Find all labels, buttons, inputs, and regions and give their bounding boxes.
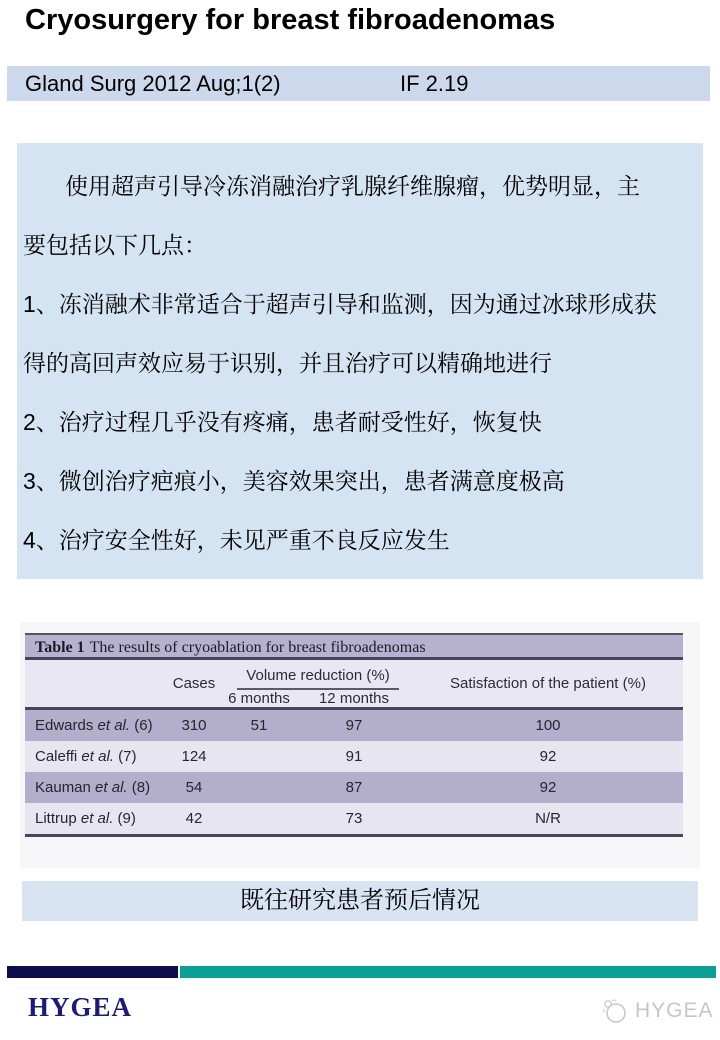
summary-line: 使用超声引导冷冻消融治疗乳腺纤维腺瘤，优势明显，主 bbox=[65, 173, 640, 199]
cases-cell: 54 bbox=[185, 779, 203, 796]
study-author: Kauman bbox=[35, 779, 96, 796]
col-header-satisfaction: Satisfaction of the patient (%) bbox=[450, 675, 646, 692]
cases-cell: 124 bbox=[181, 748, 207, 765]
study-ref: (9) bbox=[113, 810, 136, 827]
col-header-volume-reduction bbox=[223, 660, 413, 690]
table-panel bbox=[20, 622, 700, 868]
study-etal: et al. bbox=[80, 810, 114, 827]
study-etal: et al. bbox=[95, 779, 128, 796]
table-row bbox=[25, 741, 683, 772]
study-author: Edwards bbox=[35, 717, 98, 734]
col-header-study bbox=[25, 660, 165, 709]
volume-reduction-label: Volume reduction (%) bbox=[237, 660, 399, 690]
study-ref: (8) bbox=[127, 779, 151, 796]
cases-cell: 310 bbox=[181, 717, 207, 734]
footer-bar-teal-segment bbox=[180, 966, 716, 978]
caption-text: 既往研究患者预后情况 bbox=[240, 887, 480, 914]
table-title-number: Table 1 bbox=[35, 639, 85, 656]
table-row bbox=[25, 803, 683, 836]
satisfaction-cell: 92 bbox=[539, 779, 557, 796]
study-ref: (6) bbox=[130, 717, 153, 734]
results-table-wrap bbox=[25, 633, 683, 837]
study-etal: et al. bbox=[97, 717, 131, 734]
satisfaction-cell: N/R bbox=[535, 810, 561, 827]
study-author: Caleffi bbox=[35, 748, 82, 765]
watermark-text: HYGEA bbox=[635, 999, 714, 1022]
page-title: Cryosurgery for breast fibroadenomas bbox=[25, 4, 556, 36]
satisfaction-cell: 100 bbox=[535, 717, 561, 734]
reduction-6m-cell bbox=[223, 803, 295, 836]
study-cell bbox=[25, 803, 165, 836]
reduction-6m-cell: 51 bbox=[250, 717, 268, 734]
reduction-12m-cell: 87 bbox=[345, 779, 363, 796]
journal-bar bbox=[7, 66, 710, 101]
col-header-12-months: 12 months bbox=[318, 690, 390, 707]
col-header-cases: Cases bbox=[172, 675, 216, 692]
summary-line: 2、治疗过程几乎没有疼痛，患者耐受性好，恢复快 bbox=[23, 409, 542, 435]
reduction-12m-cell: 97 bbox=[345, 717, 363, 734]
results-table bbox=[25, 660, 683, 837]
footer-bar-navy-segment bbox=[7, 966, 178, 978]
hygea-logo-icon bbox=[600, 996, 630, 1026]
study-ref: (7) bbox=[113, 748, 137, 765]
journal-citation: Gland Surg 2012 Aug;1(2) bbox=[25, 70, 281, 96]
caption-bar bbox=[22, 881, 698, 921]
reduction-6m-cell bbox=[223, 741, 295, 772]
study-etal: et al. bbox=[81, 748, 114, 765]
study-cell bbox=[25, 709, 165, 742]
table-title bbox=[25, 633, 683, 660]
study-cell bbox=[25, 741, 165, 772]
table-row bbox=[25, 709, 683, 742]
summary-line: 4、治疗安全性好，未见严重不良反应发生 bbox=[23, 527, 450, 553]
study-author: Littrup bbox=[35, 810, 81, 827]
impact-factor: IF 2.19 bbox=[400, 70, 469, 96]
reduction-12m-cell: 73 bbox=[345, 810, 363, 827]
summary-line: 3、微创治疗疤痕小，美容效果突出，患者满意度极高 bbox=[23, 468, 565, 494]
study-cell bbox=[25, 772, 165, 803]
cases-cell: 42 bbox=[185, 810, 203, 827]
summary-line: 得的高回声效应易于识别，并且治疗可以精确地进行 bbox=[23, 350, 552, 376]
brand-logo-text: HYGEA bbox=[28, 992, 133, 1022]
summary-box bbox=[17, 143, 703, 579]
satisfaction-cell: 92 bbox=[539, 748, 557, 765]
watermark bbox=[600, 996, 714, 1026]
summary-line: 1、冻消融术非常适合于超声引导和监测，因为通过冰球形成获 bbox=[23, 291, 657, 317]
col-header-6-months: 6 months bbox=[228, 690, 290, 707]
reduction-12m-cell: 91 bbox=[345, 748, 363, 765]
reduction-6m-cell bbox=[223, 772, 295, 803]
summary-line: 要包括以下几点： bbox=[23, 232, 207, 258]
table-row bbox=[25, 772, 683, 803]
table-title-text: The results of cryoablation for breast fibroadenomas bbox=[89, 639, 426, 656]
